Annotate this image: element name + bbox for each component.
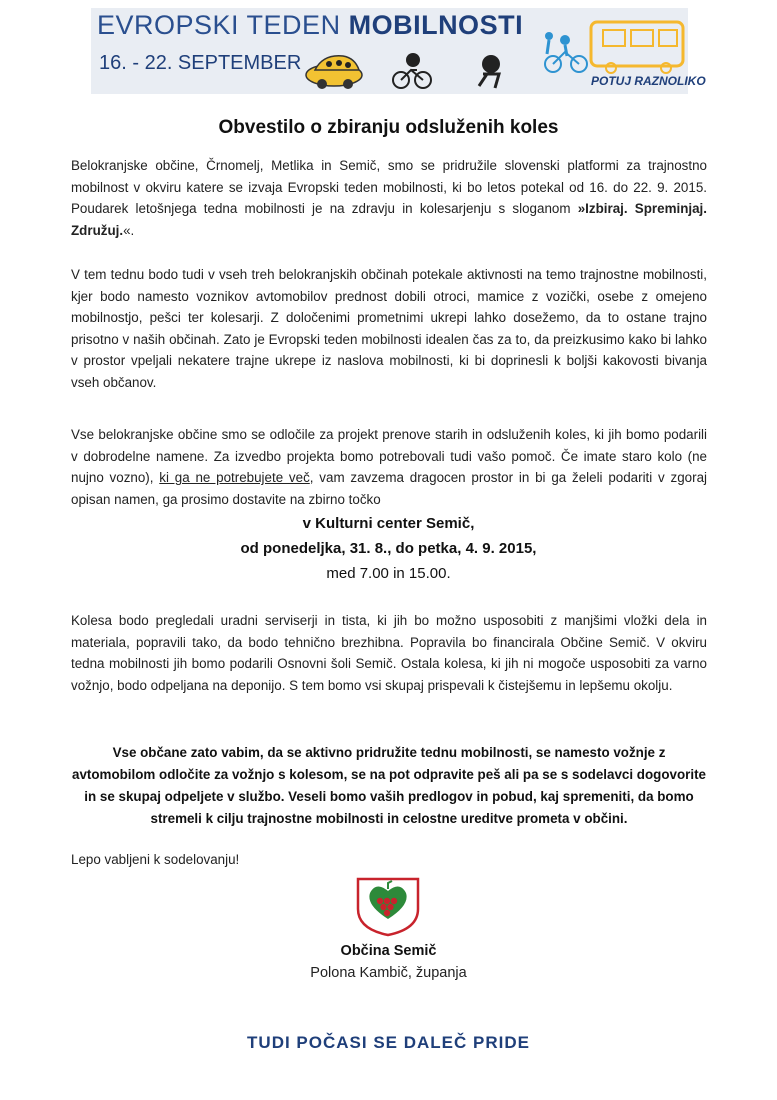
closing-line: Lepo vabljeni k sodelovanju! xyxy=(71,852,240,867)
paragraph-repairs: Kolesa bodo pregledali uradni serviserji in tista, ki jih bo možno usposobiti z manjšimi vložki dela in materiala, popravili tako, da bodo tehnično brezhibna. Popravila bo financirala Občine Semič. V okviru tedna mobilnosti jih bomo podarili Osnovni šoli Semič. Ostala kolesa, ki jih ni mogoče usposobiti za varno vožnjo, bodo odpeljana na deponijo. S tem bomo vsi skupaj prispevali k čistejšemu in lepšemu okolju. xyxy=(71,613,707,693)
signature-organization: Občina Semič xyxy=(340,943,437,959)
paragraph-project: Vse belokranjske občine smo se odločile za projekt prenove starih in odsluženih koles, ki jih bomo podarili v dobrodelne namene. Za izvedbo projekta bomo potrebovali tudi vašo pomoč. Če imate staro kolo (ne nujno vozno), ki ga ne potrebujete več, vam zavzema dragocen prostor in bi ga želeli podariti v zgoraj opisan namen, ga prosimo dostavite na zbirno točko xyxy=(71,427,707,507)
paragraph-intro: Belokranjske občine, Črnomelj, Metlika in Semič, smo se pridružile slovenski platformi za trajnostno mobilnost v okviru katere se izvaja Evropski teden mobilnosti, ki bo letos potekal od 16. do 22. 9. 2015. Poudarek letošnjega tedna mobilnosti je na zdravju in kolesarjenju s sloganom »Izbiraj. Spreminjaj. Združuj.«. xyxy=(71,158,707,238)
signature-person: Polona Kambič, županja xyxy=(310,965,467,981)
footer-slogan: TUDI POČASI SE DALEČ PRIDE xyxy=(247,1033,530,1052)
collection-hours: med 7.00 in 15.00. xyxy=(326,565,451,582)
banner-slogan: POTUJ RAZNOLIKO xyxy=(591,74,706,88)
banner-title: EVROPSKI TEDEN MOBILNOSTI xyxy=(97,10,524,40)
event-banner xyxy=(91,8,706,94)
collection-location: v Kulturni center Semič, xyxy=(302,515,475,532)
document-title: Obvestilo o zbiranju odsluženih koles xyxy=(218,117,559,138)
semic-coat-of-arms-icon xyxy=(354,875,422,937)
paragraph-invitation: Vse občane zato vabim, da se aktivno pridružite tednu mobilnosti, se namesto vožnje z avtomobilom odločite za vožnjo s kolesom, se na pot odpravite peš ali pa se s sodelavci dogovorite in se skupaj odpeljete v službo. Veseli bomo vaših predlogov in pobud, kaj spremeniti, da bomo stremeli k cilju trajnostne mobilnosti in celostne ureditve prometa v občini. xyxy=(72,745,706,826)
paragraph-activities: V tem tednu bodo tudi v vseh treh belokranjskih občinah potekale aktivnosti na temo trajnostne mobilnosti, kjer bodo namesto voznikov avtomobilov prednost dobili otroci, mamice z vozički, osebe z omejeno mobilnostjo, pešci ter kolesarji. Z določenimi prometnimi ukrepi lahko dosežemo, da to ostane trajno prisotno v naših občinah. Zato je Evropski teden mobilnosti idealen čas za to, da preizkusimo kako bi lahko v prostor vpeljali nekatere trajne ukrepe iz naslova mobilnosti, ki bi doprinesli k boljši kakovosti bivanja vseh občanov. xyxy=(71,267,707,390)
collection-dates: od ponedeljka, 31. 8., do petka, 4. 9. 2015, xyxy=(240,540,537,557)
banner-dates: 16. - 22. SEPTEMBER xyxy=(99,52,302,74)
